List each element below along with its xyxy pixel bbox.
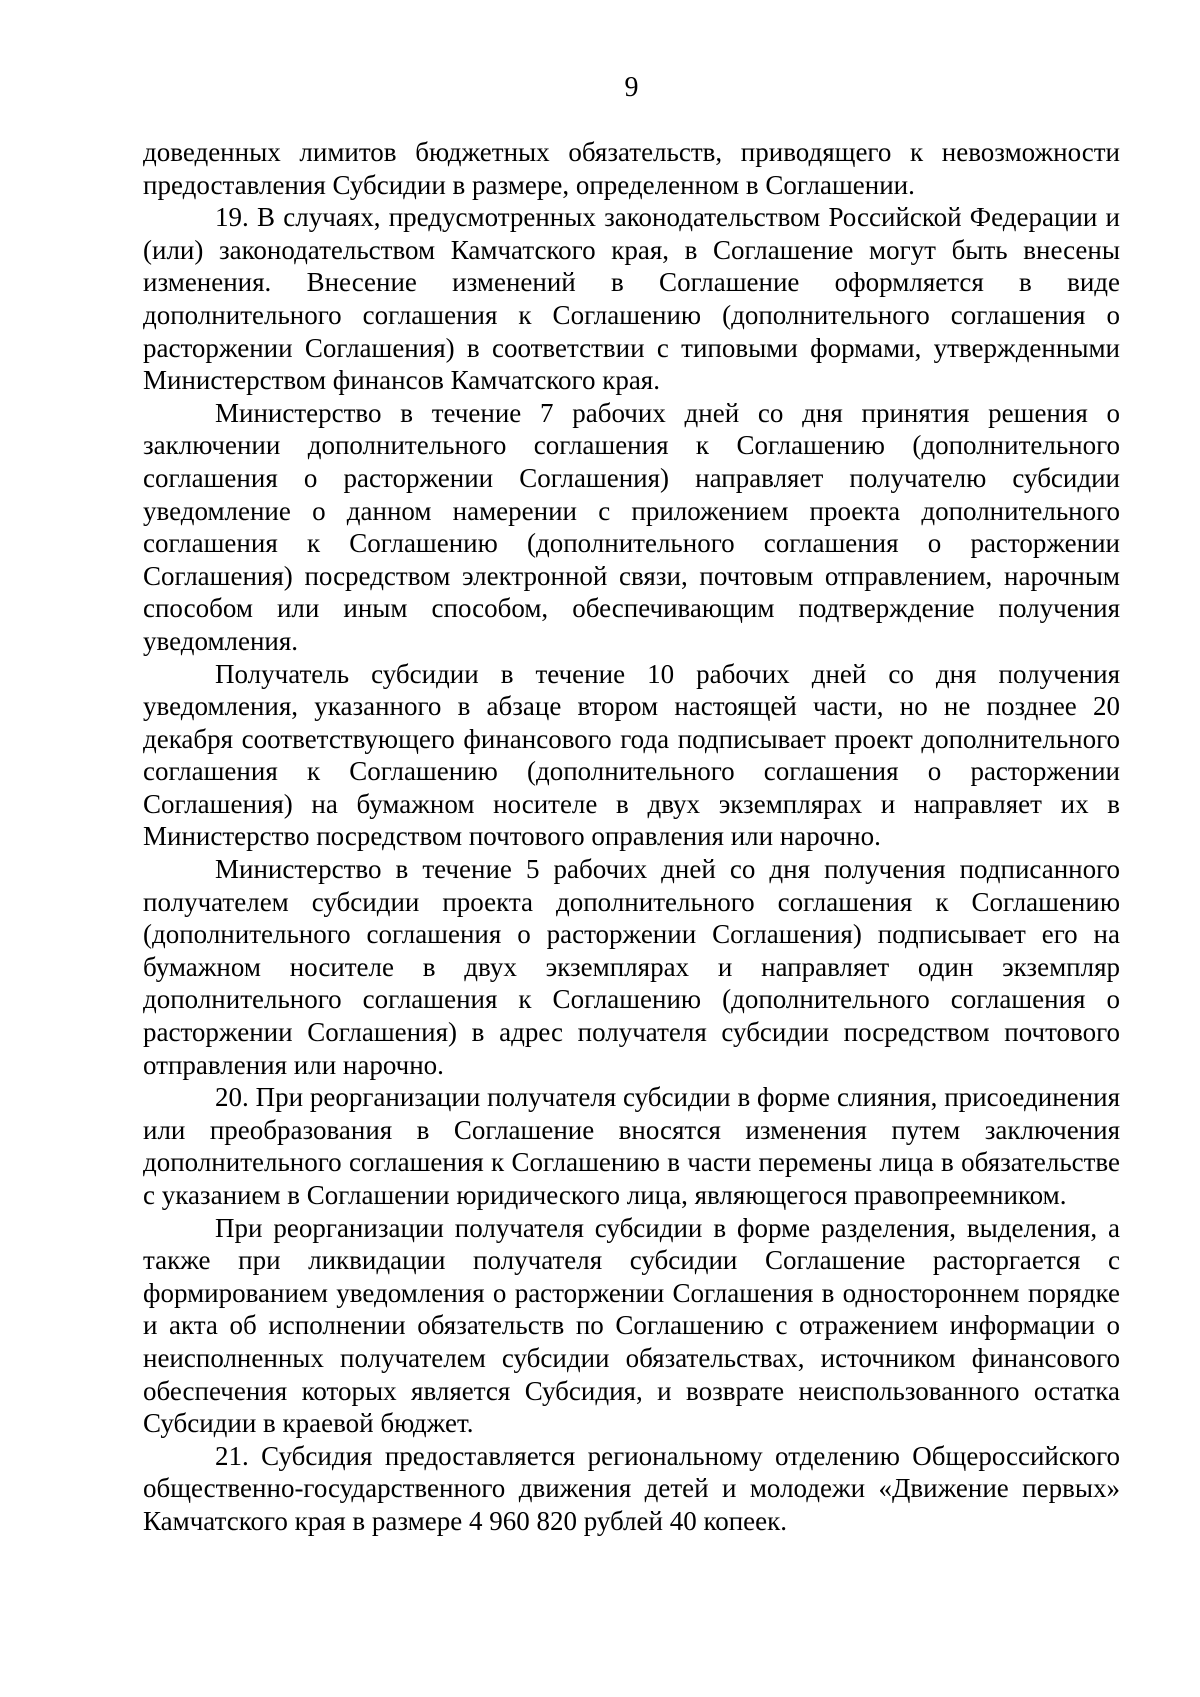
paragraph-recipient-signing: Получатель субсидии в течение 10 рабочих дней со дня получения уведомления, указанного в абзаце втором настоящей части, но не позднее 20 декабря соответствующего финансового года подписывает проект дополнительного соглашения к Соглашению (дополнительного соглашения о расторжении Соглашения) на бумажном носителе в двух экземплярах и направляет их в Министерство посредством почтового оправления или нарочно.: [143, 658, 1120, 852]
paragraph-reorganization-termination: При реорганизации получателя субсидии в форме разделения, выделения, а также при ликвидации получателя субсидии Соглашение расторгается с формированием уведомления о расторжении Соглашения в одностороннем порядке и акта об исполнении обязательств по Соглашению с отражением информации о неисполненных получателем субсидии обязательствах, источником финансового обеспечения которых является Субсидия, и возврате неиспользованного остатка Субсидии в краевой бюджет.: [143, 1212, 1120, 1439]
paragraph-continuation: доведенных лимитов бюджетных обязательств, приводящего к невозможности предоставления Субсидии в размере, определенном в Соглашении.: [143, 137, 1120, 200]
paragraph-item-19: 19. В случаях, предусмотренных законодательством Российской Федерации и (или) законодательством Камчатского края, в Соглашение могут быть внесены изменения. Внесение изменений в Соглашение оформляется в виде дополнительного соглашения к Соглашению (дополнительного соглашения о расторжении Соглашения) в соответствии с типовыми формами, утвержденными Министерством финансов Камчатского края.: [143, 202, 1120, 396]
paragraph-item-20: 20. При реорганизации получателя субсидии в форме слияния, присоединения или преобразования в Соглашение вносятся изменения путем заключения дополнительного соглашения к Соглашению в части перемены лица в обязательстве с указанием в Соглашении юридического лица, являющегося правопреемником.: [143, 1082, 1120, 1210]
paragraph-item-21: 21. Субсидия предоставляется региональному отделению Общероссийского общественно-государственного движения детей и молодежи «Движение первых» Камчатского края в размере 4 960 820 рублей 40 копеек.: [143, 1440, 1120, 1536]
document-body: [143, 136, 1120, 1538]
paragraph-ministry-signing: Министерство в течение 5 рабочих дней со дня получения подписанного получателем субсидии проекта дополнительного соглашения к Соглашению (дополнительного соглашения о расторжении Соглашения) подписывает его на бумажном носителе в двух экземплярах и направляет один экземпляр дополнительного соглашения к Соглашению (дополнительного соглашения о расторжении Соглашения) в адрес получателя субсидии посредством почтового отправления или нарочно.: [143, 854, 1120, 1080]
paragraph-ministry-notice: Министерство в течение 7 рабочих дней со дня принятия решения о заключении дополнительного соглашения к Соглашению (дополнительного соглашения о расторжении Соглашения) направляет получателю субсидии уведомление о данном намерении с приложением проекта дополнительного соглашения к Соглашению (дополнительного соглашения о расторжении Соглашения) посредством электронной связи, почтовым отправлением, нарочным способом или иным способом, обеспечивающим подтверждение получения уведомления.: [143, 397, 1120, 656]
page-number: 9: [624, 72, 639, 103]
